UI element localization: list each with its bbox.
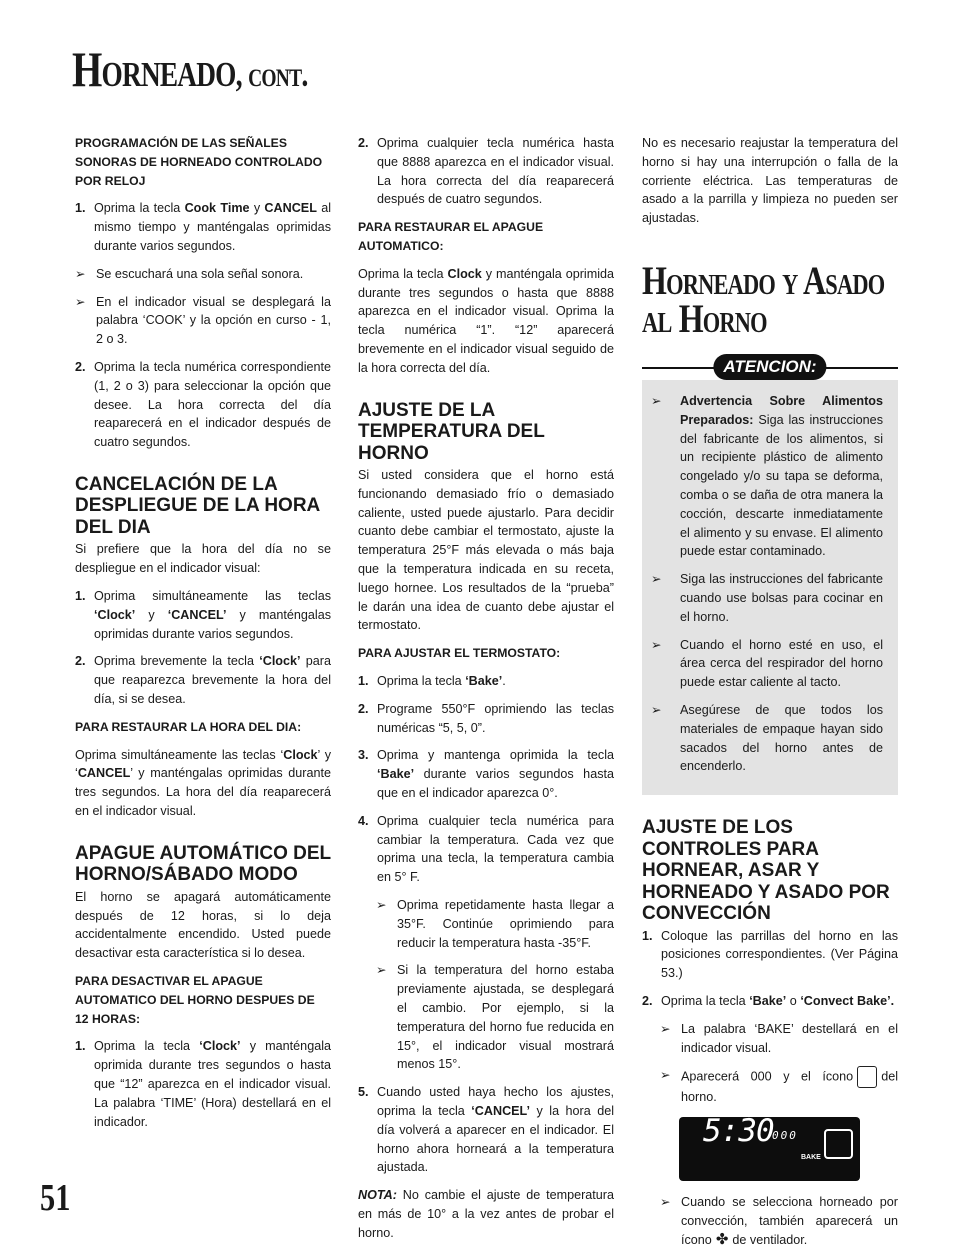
section-heading: CANCELACIÓN DE LA DESPLIEGUE DE LA HORA DEL DIA bbox=[75, 473, 320, 538]
list-item: 5. Cuando usted haya hecho los ajustes, oprima la tecla ‘CANCEL’ y la hora del día volverá a aparecer en el indicador. El horno ahora horneará a la temperatura ajustada. bbox=[358, 1085, 614, 1175]
bullet-item: ➢ Cuando se selecciona horneado por convección, también aparecerá un ícono ✤ de ventilador. bbox=[660, 1195, 898, 1249]
list-item: 1. Oprima simultáneamente las teclas ‘Clock’ y ‘CANCEL’ y manténgalas oprimidas durante varios segundos. bbox=[75, 589, 331, 641]
list-item: 1. Oprima la tecla Cook Time y CANCEL al mismo tiempo y manténgalas oprimidas durante varios segundos. bbox=[75, 201, 332, 253]
oven-display bbox=[679, 1113, 860, 1181]
bullet-item: ➢ Oprima repetidamente hasta llegar a 35°F. Continúe oprimiendo para reducir la temperatura hasta -35°F. bbox=[376, 898, 614, 950]
section-label: PARA DESACTIVAR EL APAGUE AUTOMATICO DEL HORNO DESPUES DE 12 HORAS: bbox=[75, 974, 315, 1026]
list-item: 1. Oprima la tecla ‘Clock’ y manténgala oprimida durante tres segundos o hasta que “12” aparezca en el indicador visual. La palabra ‘TIME’ (Hora) destellará en el indicador. bbox=[75, 1039, 331, 1129]
bullet-item: ➢ La palabra ‘BAKE’ destellará en el indicador visual. bbox=[660, 1021, 898, 1055]
bullet-item: ➢ Se escuchará una sola señal sonora. bbox=[75, 266, 304, 281]
oven-icon bbox=[824, 1129, 853, 1159]
bullet-item: ➢ Asegúrese de que todos los materiales de empaque hayan sido sacados del horno antes de encenderlo. bbox=[651, 702, 883, 774]
section-label: PARA RESTAURAR EL APAGUE AUTOMATICO: bbox=[358, 220, 544, 253]
bullet-item: ➢ Advertencia Sobre Alimentos Preparados: Siga las instrucciones del fabricante de los alimentos, si un recipiente plástico de alimento congelado y/o su tapa se deforma, comba o se daña de otra manera la cocción, descarte inmediatamente el alimento y su envase. El alimento puede estar contaminado. bbox=[651, 393, 883, 559]
page-number: 51 bbox=[40, 1177, 71, 1219]
section-heading: APAGUE AUTOMÁTICO DEL HORNO/SÁBADO MODO bbox=[75, 842, 331, 886]
section-label: PARA AJUSTAR EL TERMOSTATO: bbox=[358, 646, 561, 661]
paragraph: Si usted considera que el horno está funcionando demasiado frío o demasiado caliente, usted puede ajustarlo. Para decidir cuanto debe cambiar el termostato, ajuste la temperatura 25°F más elevada o más baja que la temperatura indicada en su receta, luego hornee. Los resultados de la “prueba” le darán una idea de cuanto debe ajustar el termostato. bbox=[358, 468, 614, 633]
list-item: 4. Oprima cualquier tecla numérica para cambiar la temperatura. Cada vez que oprima una tecla, la temperatura cambia en 5° F. bbox=[358, 813, 614, 885]
paragraph: No es necesario reajustar la temperatura del horno si hay una interrupción o falla de la corriente eléctrica. Las temperaturas de asado a la parrilla y limpieza no pueden ser ajustadas. bbox=[642, 136, 898, 226]
paragraph: Oprima simultáneamente las teclas ‘Clock’ y ‘CANCEL’ y manténgalas oprimidas durante tres segundos. La hora del día reaparecerá en el indicador visual. bbox=[75, 747, 331, 819]
list-item: 3. Oprima y mantenga oprimida la tecla ‘Bake’ durante varios segundos hasta que en el indicador aparezca 0°. bbox=[358, 748, 614, 801]
column-2 bbox=[358, 134, 614, 1252]
note: NOTA: No cambie el ajuste de temperatura en más de 10° a la vez antes de probar el horno. bbox=[358, 1188, 614, 1240]
section-heading: AJUSTE DE LA TEMPERATURA DEL HORNO bbox=[358, 399, 545, 464]
list-item: 1. Oprima la tecla ‘Bake’. bbox=[358, 674, 506, 689]
list-item: 2. Oprima la tecla ‘Bake’ o ‘Convect Bake’. bbox=[642, 994, 895, 1009]
bullet-item: ➢ Aparecerá 000 y el ícono del horno. bbox=[660, 1068, 898, 1105]
bullet-item: ➢ En el indicador visual se desplegará la palabra ‘COOK’ y la opción en curso - 1, 2 o 3. bbox=[75, 294, 331, 347]
attention-badge: ATENCION: bbox=[713, 354, 826, 380]
page-title: Horneado, cont. bbox=[72, 41, 308, 97]
section-label: PARA RESTAURAR LA HORA DEL DIA: bbox=[75, 719, 302, 734]
section-heading: AJUSTE DE LOS CONTROLES PARA HORNEAR, ASAR Y HORNEADO Y ASADO POR CONVECCIÓN bbox=[642, 817, 890, 925]
bullet-item: ➢ Si la temperatura del horno estaba previamente ajustada, se desplegará el cambio. Por ejemplo, si la temperatura del horno fue reducida en 15°, el indicador visual mostrará menos 15°. bbox=[376, 963, 614, 1072]
attention-header bbox=[642, 354, 898, 380]
bullet-item: ➢ Cuando el horno esté en uso, el área cerca del respirador del horno puede estar caliente al tacto. bbox=[651, 637, 883, 690]
fan-icon: ✤ bbox=[715, 1231, 729, 1249]
display-zeros: 000 bbox=[772, 1129, 798, 1143]
list-item: 2. Oprima la tecla numérica correspondiente (1, 2 o 3) para seleccionar la opción que desee. La hora correcta del día reaparecerá en el indicador después de cuatro segundos. bbox=[75, 359, 331, 450]
list-item: 2. Programe 550°F oprimiendo las teclas numéricas “5, 5, 0”. bbox=[358, 701, 614, 735]
section-title: Horneado y Asado al Horno bbox=[642, 257, 885, 341]
bullet-item: ➢ Siga las instrucciones del fabricante cuando use bolsas para cocinar en el horno. bbox=[651, 572, 883, 624]
list-item: 2. Oprima cualquier tecla numérica hasta que 8888 aparezca en el indicador visual. La hora correcta del día reaparecerá después de cuatro segundos. bbox=[358, 136, 614, 207]
list-item: 1. Coloque las parrillas del horno en las posiciones correspondientes. (Ver Página 53.) bbox=[642, 928, 898, 981]
paragraph: El horno se apagará automáticamente después de 12 horas, si lo deja accidentalmente encendido. Usted puede desactivar esta característica si lo desea. bbox=[75, 889, 331, 961]
column-3 bbox=[642, 134, 898, 1259]
column-1 bbox=[75, 134, 331, 1140]
oven-icon bbox=[857, 1066, 877, 1088]
section-label: PROGRAMACIÓN DE LAS SEÑALES SONORAS DE HORNEADO CONTROLADO POR RELOJ bbox=[75, 136, 323, 188]
paragraph: Oprima la tecla Clock y manténgala oprimida durante tres segundos o hasta que 8888 aparezca en el indicador visual. Oprima la tecla numérica “1”. “12” aparecerá brevemente en el indicador visual seguido de la hora correcta del día. bbox=[358, 266, 615, 375]
attention-box bbox=[642, 380, 898, 795]
list-item: 2. Oprima brevemente la tecla ‘Clock’ para que reaparezca brevemente la hora del día, si se desea. bbox=[75, 654, 331, 707]
paragraph: Si prefiere que la hora del día no se despliegue en el indicador visual: bbox=[75, 542, 331, 576]
display-bake: BAKE bbox=[801, 1154, 821, 1162]
display-time: 5:30 bbox=[703, 1113, 774, 1150]
